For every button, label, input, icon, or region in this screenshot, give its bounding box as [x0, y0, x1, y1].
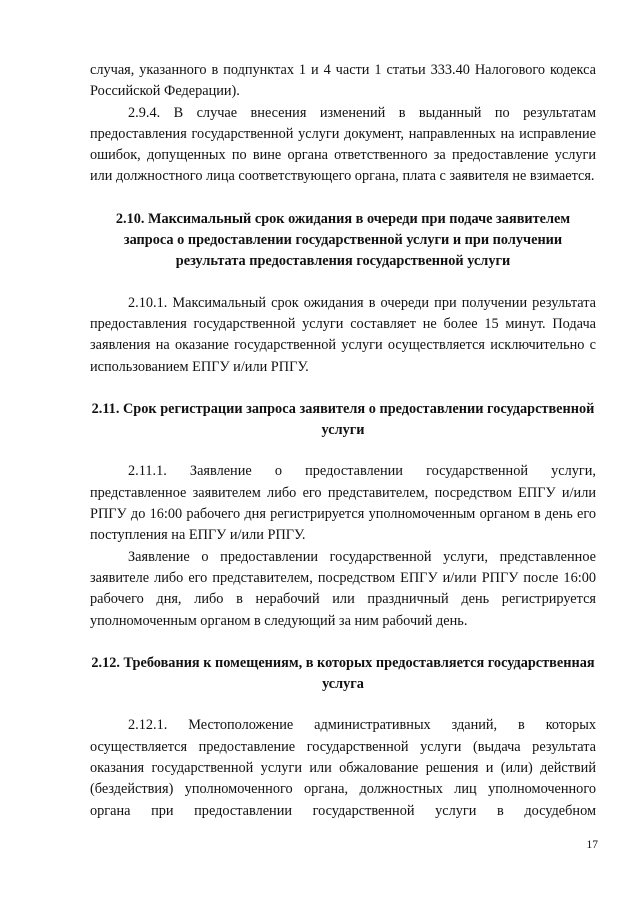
heading-2-12: 2.12. Требования к помещениям, в которых предоставляется государственная услуга	[91, 654, 595, 693]
document-page	[90, 60, 596, 822]
paragraph-2-12-1: 2.12.1. Местоположение административных зданий, в которых осуществляется предоставление государственной услуги (выдача результата оказания государственной услуги или обжалование решения и (или) действий (бездействия) уполномоченного органа, должностных лиц уполномоченного органа при предоставлении государственной услуги в досудебном	[90, 717, 596, 819]
paragraph-2-10-1: 2.10.1. Максимальный срок ожидания в очереди при получении результата предоставления государственной услуги составляет не более 15 минут. Подача заявления на оказание государственной услуги осуществляется исключительно с использованием ЕПГУ и/или РПГУ.	[90, 294, 596, 375]
heading-2-11: 2.11. Срок регистрации запроса заявителя о предоставлении государственной услуги	[91, 400, 595, 439]
page-number: 17	[586, 839, 598, 851]
paragraph-2-9-4: 2.9.4. В случае внесения изменений в выданный по результатам предоставления государственной услуги документ, направленных на исправление ошибок, допущенных по вине органа ответственного за предоставление услуги или должностного лица соответствующего органа, плата с заявителя не взимается.	[90, 104, 596, 185]
heading-2-10: 2.10. Максимальный срок ожидания в очереди при подаче заявителем запроса о предоставлении государственной услуги и при получении результата предоставления государственной услуги	[115, 210, 571, 270]
paragraph-2-11-1: 2.11.1. Заявление о предоставлении государственной услуги, представленное заявителем либо его представителем, посредством ЕПГУ и/или РПГУ до 16:00 рабочего дня регистрируется уполномоченным органом в день его поступления на ЕПГУ и/или РПГУ.	[90, 463, 596, 544]
paragraph-continuation: случая, указанного в подпунктах 1 и 4 части 1 статьи 333.40 Налогового кодекса Российской Федерации).	[90, 62, 596, 100]
paragraph-2-11-1-b: Заявление о предоставлении государственной услуги, представленное заявителе либо его представителем, посредством ЕПГУ и/или РПГУ после 16:00 рабочего дня, либо в нерабочий или праздничный день регистрируется уполномоченным органом в следующий за ним рабочий день.	[90, 548, 596, 629]
